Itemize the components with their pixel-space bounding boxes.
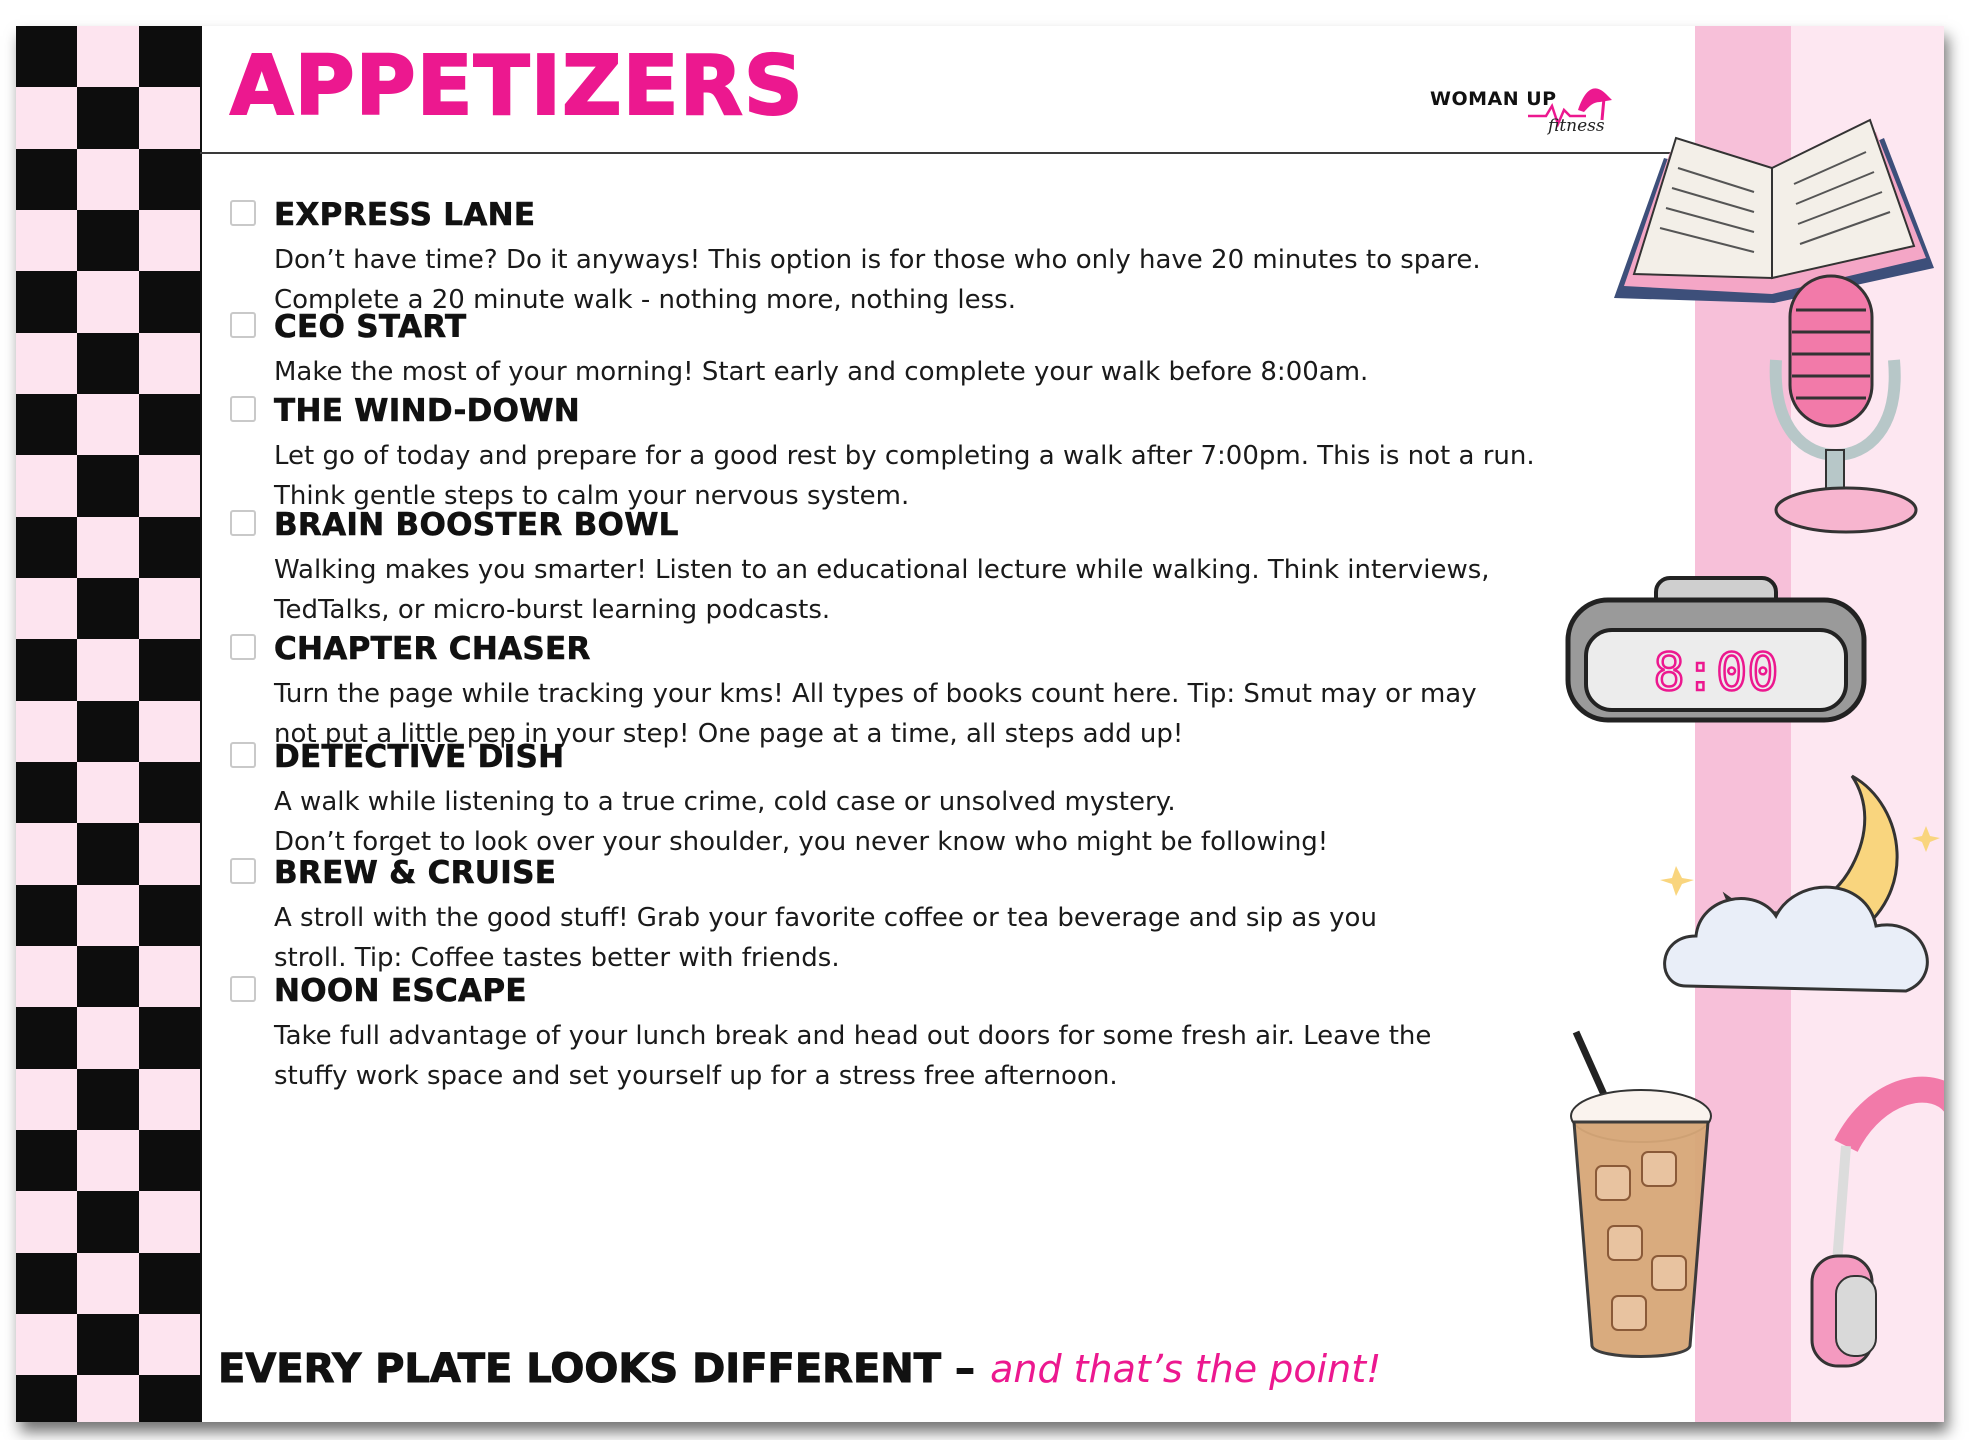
- checker-square: [139, 1191, 200, 1252]
- microphone-icon: [1766, 270, 1926, 540]
- description-line: stroll. Tip: Coffee tastes better with friends.: [274, 943, 840, 973]
- option-checkbox[interactable]: [230, 858, 256, 884]
- checker-square: [139, 1375, 200, 1422]
- footer-lead: EVERY PLATE LOOKS DIFFERENT –: [218, 1346, 975, 1392]
- checker-square: [139, 885, 200, 946]
- checker-square: [16, 210, 77, 271]
- checker-square: [16, 1191, 77, 1252]
- description-line: Don’t forget to look over your shoulder, you never know who might be following!: [274, 827, 1329, 857]
- checker-square: [77, 762, 138, 823]
- checker-square: [77, 639, 138, 700]
- checker-square: [77, 394, 138, 455]
- checker-square: [77, 946, 138, 1007]
- option-checkbox[interactable]: [230, 742, 256, 768]
- checker-square: [16, 1314, 77, 1375]
- description-line: Let go of today and prepare for a good rest by completing a walk after 7:00pm. This is not a run.: [274, 441, 1535, 471]
- checker-square: [139, 455, 200, 516]
- checker-square: [77, 149, 138, 210]
- checkerboard-border: [16, 26, 202, 1422]
- option-description: [274, 240, 1614, 320]
- checker-square: [16, 823, 77, 884]
- checker-square: [77, 455, 138, 516]
- checker-square: [139, 394, 200, 455]
- checker-square: [16, 1130, 77, 1191]
- checker-square: [139, 333, 200, 394]
- checker-square: [139, 823, 200, 884]
- option-title: THE WIND-DOWN: [274, 393, 581, 429]
- checker-square: [77, 271, 138, 332]
- checker-square: [139, 701, 200, 762]
- iced-coffee-icon: [1556, 1026, 1726, 1366]
- checker-square: [77, 1130, 138, 1191]
- checker-square: [77, 1007, 138, 1068]
- checker-square: [139, 1314, 200, 1375]
- checker-square: [16, 762, 77, 823]
- option-checkbox[interactable]: [230, 200, 256, 226]
- checker-square: [77, 578, 138, 639]
- logo-script-text: fitness: [1548, 116, 1605, 136]
- checker-square: [139, 1007, 200, 1068]
- page-title: APPETIZERS: [230, 39, 804, 134]
- checker-square: [77, 333, 138, 394]
- checker-square: [77, 517, 138, 578]
- description-line: Complete a 20 minute walk - nothing more, nothing less.: [274, 285, 1016, 315]
- description-line: A walk while listening to a true crime, cold case or unsolved mystery.: [274, 787, 1176, 817]
- option-title: BRAIN BOOSTER BOWL: [274, 507, 679, 543]
- checker-square: [139, 1253, 200, 1314]
- option-description: [274, 898, 1614, 978]
- checker-square: [16, 455, 77, 516]
- description-line: Make the most of your morning! Start early and complete your walk before 8:00am.: [274, 357, 1369, 387]
- description-line: Walking makes you smarter! Listen to an educational lecture while walking. Think interviews,: [274, 555, 1490, 585]
- checker-square: [139, 1130, 200, 1191]
- clock-display: 8:00: [1653, 643, 1779, 703]
- option-description: [274, 352, 1614, 392]
- description-line: stuffy work space and set yourself up for a stress free afternoon.: [274, 1061, 1118, 1091]
- option-description: [274, 550, 1614, 630]
- checker-square: [16, 394, 77, 455]
- option-title: CHAPTER CHASER: [274, 631, 591, 667]
- checker-square: [77, 87, 138, 148]
- checker-square: [77, 1191, 138, 1252]
- option-checkbox[interactable]: [230, 510, 256, 536]
- checker-square: [16, 149, 77, 210]
- checker-square: [139, 946, 200, 1007]
- header-divider: [200, 152, 1695, 154]
- checker-square: [77, 1375, 138, 1422]
- checker-square: [77, 823, 138, 884]
- checker-square: [77, 1253, 138, 1314]
- moon-cloud-icon: [1656, 766, 1944, 1026]
- description-line: Turn the page while tracking your kms! All types of books count here. Tip: Smut may or may: [274, 679, 1477, 709]
- checker-square: [16, 1007, 77, 1068]
- checker-square: [139, 1069, 200, 1130]
- checker-square: [16, 885, 77, 946]
- checker-square: [16, 578, 77, 639]
- checker-square: [16, 333, 77, 394]
- checker-square: [77, 701, 138, 762]
- logo-brand-text: WOMAN UP: [1430, 88, 1557, 110]
- checker-square: [77, 210, 138, 271]
- appetizers-page: [16, 26, 1944, 1422]
- checker-square: [139, 517, 200, 578]
- checker-square: [16, 1375, 77, 1422]
- option-title: DETECTIVE DISH: [274, 739, 565, 775]
- checker-square: [77, 885, 138, 946]
- option-checkbox[interactable]: [230, 312, 256, 338]
- description-line: Think gentle steps to calm your nervous system.: [274, 481, 910, 511]
- alarm-clock-icon: [1556, 570, 1876, 730]
- option-description: [274, 1016, 1614, 1096]
- option-title: NOON ESCAPE: [274, 973, 527, 1009]
- checker-square: [16, 1253, 77, 1314]
- option-checkbox[interactable]: [230, 396, 256, 422]
- checker-square: [16, 946, 77, 1007]
- footer-tag: and that’s the point!: [990, 1347, 1382, 1391]
- checker-square: [16, 87, 77, 148]
- checker-square: [16, 1069, 77, 1130]
- option-title: CEO START: [274, 309, 467, 345]
- checker-square: [139, 578, 200, 639]
- description-line: Take full advantage of your lunch break and head out doors for some fresh air. Leave the: [274, 1021, 1432, 1051]
- description-line: not put a little pep in your step! One page at a time, all steps add up!: [274, 719, 1184, 749]
- checker-square: [139, 149, 200, 210]
- checker-square: [16, 271, 77, 332]
- footer-tagline: [218, 1346, 1381, 1392]
- option-title: BREW & CRUISE: [274, 855, 557, 891]
- checker-square: [139, 762, 200, 823]
- checker-square: [77, 26, 138, 87]
- description-line: TedTalks, or micro-burst learning podcasts.: [274, 595, 831, 625]
- option-checkbox[interactable]: [230, 634, 256, 660]
- option-title: EXPRESS LANE: [274, 197, 536, 233]
- checker-square: [77, 1314, 138, 1375]
- checker-square: [16, 639, 77, 700]
- checker-square: [16, 26, 77, 87]
- option-description: [274, 436, 1614, 516]
- checker-square: [16, 517, 77, 578]
- checker-square: [139, 639, 200, 700]
- checker-square: [139, 26, 200, 87]
- checker-square: [77, 1069, 138, 1130]
- description-line: A stroll with the good stuff! Grab your favorite coffee or tea beverage and sip as you: [274, 903, 1377, 933]
- checker-square: [139, 210, 200, 271]
- option-checkbox[interactable]: [230, 976, 256, 1002]
- headphones-icon: [1806, 1066, 1944, 1376]
- checker-square: [16, 701, 77, 762]
- option-description: [274, 782, 1614, 862]
- checker-square: [139, 271, 200, 332]
- description-line: Don’t have time? Do it anyways! This option is for those who only have 20 minutes to spare.: [274, 245, 1481, 275]
- checker-square: [139, 87, 200, 148]
